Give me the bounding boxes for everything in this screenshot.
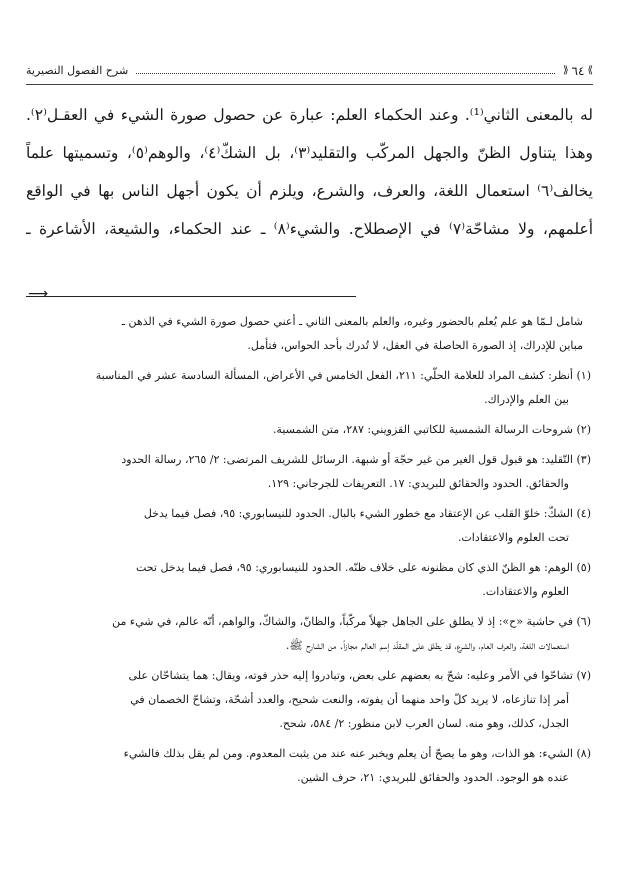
footnote-line: مباين للإدراك، إذ الصورة الحاصلة في العقل، لا تُدرك بأحد الحواس، فتأمل. [247, 339, 583, 352]
ornament-icon: ⟪ [562, 65, 569, 76]
footnote-line: (٦) في حاشية «ح»: إذ لا يطلق على الجاهل جهلاً مركّباً، والظانّ، والشاكّ، والواهم، أنّه عالم، في شيء من [112, 615, 591, 628]
footnote-line: استعمالات اللغة، والعرف العام، والشرع، قد يطلق على المقلّد إسم العالم مجازاً. من الشارح ﷺ. [285, 639, 569, 652]
book-title: شرح الفصول النصيرية [26, 64, 129, 77]
footnote-line: أمر إذا تنازعاه، لا يريد كلّ واحد منهما أن يفوته، والنعت شحيح، والعدد أشحّة، وتشاحّ الخصمان في [130, 693, 569, 706]
footnote-line: (٢) شروحات الرسالة الشمسية للكاتبي القزويني: ٢٨٧، متن الشمسية. [272, 423, 591, 436]
footnote-separator [26, 286, 356, 304]
footnote-line: (١) أنظر: كشف المراد للعلامة الحلّي: ٢١١، الفعل الخامس في الأعراض، المسألة السادسة عشر في المناسبة [95, 369, 591, 382]
footnote-line: والحقائق. الحدود والحقائق للبريدي: ١٧. التعريفات للجرجاني: ١٢٩. [267, 477, 569, 490]
footnote-line: (٥) الوهم: هو الظنّ الذي كان مظنونه على خلاف ظنّه. الحدود للنيسابوري: ٩٥، فصل فيما يدخل تحت [136, 561, 591, 574]
page-number-box [563, 60, 593, 82]
footnote-line: بين العلم والإدراك. [484, 393, 569, 406]
footnote-line: عنده هو الوجود. الحدود والحقائق للبريدي: ٢١، حرف الشين. [297, 771, 569, 784]
arrow-icon: ⟶ [28, 286, 49, 302]
page-number: ٦٤ [571, 64, 585, 78]
footnote-line: العلوم والاعتقادات. [482, 585, 569, 598]
header-dotted-leader [136, 73, 555, 74]
main-line: له بالمعنى الثاني⁽¹⁾. وعند الحكماء العلم: عبارة عن حصول صورة الشيء في العقـل⁽٢⁾. [26, 106, 593, 124]
main-line: أعلمهم، ولا مشاحّة⁽٧⁾ في الإصطلاح. والشيء⁽٨⁾ ـ عند الحكماء، والشيعة، الأشاعرة ـ [26, 220, 593, 238]
separator-line [26, 296, 356, 297]
main-line: يخالف⁽٦⁾ استعمال اللغة، والعرف، والشرع، ويلزم أن يكون أجهل الناس بها في الواقع [26, 182, 593, 200]
running-header [26, 60, 593, 82]
footnote-line: تحت العلوم والاعتقادات. [457, 531, 569, 544]
footnote-line: شامل لـمّا هو علم يُعلم بالحضور وغيره، والعلم بالمعنى الثاني ـ أعني حصول صورة الشيء في الذهن ـ [121, 315, 583, 328]
main-text [26, 96, 593, 248]
footnote-line: (٧) تشاحّوا في الأمر وعليه: شحّ به بعضهم على بعض، وتبادروا إليه حذر فوته، ويقال: هما يتشاحّان على [128, 669, 591, 682]
footnote-line: (٤) الشكّ: خلوّ القلب عن الإعتقاد مع خطور الشيء بالبال. الحدود للنيسابوري: ٩٥، فصل فيما يدخل [143, 507, 591, 520]
footnotes [26, 310, 591, 790]
header-rule [26, 84, 593, 85]
footnote-line: الجدل، كذلك، وهو منه. لسان العرب لابن منظور: ٢/ ٥٨٤، شحح. [279, 717, 569, 730]
main-line: وهذا يتناول الظنّ والجهل المركّب والتقليد⁽٣⁾، بل الشكّ⁽٤⁾، والوهم⁽٥⁾، وتسميتها علماً [26, 144, 593, 162]
footnote-line: (٨) الشيء: هو الذات، وهو ما يصحّ أن يعلم ويخبر عنه عند من يثبت المعدوم. ومن لم يقل بذلك فالشيء [123, 747, 591, 760]
footnote-line: (٣) التّقليد: هو قبول قول الغير من غير حجّة أو شبهة. الرسائل للشريف المرتضى: ٢/ ٢٦٥، رسالة الحدود [121, 453, 591, 466]
ornament-icon: ⟫ [587, 65, 593, 76]
